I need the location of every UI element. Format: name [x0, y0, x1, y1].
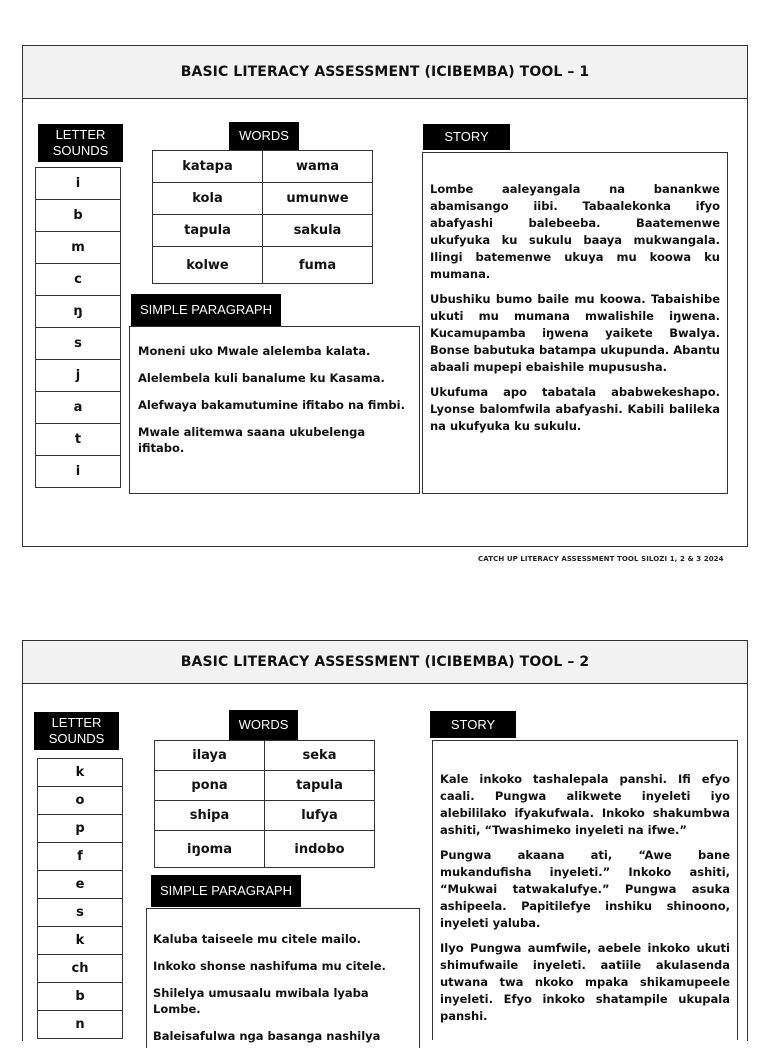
table-row [153, 215, 373, 247]
table-row [38, 899, 123, 927]
story-paragraph: Lombe aaleyangala na banankwe abamisango iibi. Tabaalekonka ifyo abafyashi balebeeba. Baatemenwe ukufyuka ku sukulu baaya mukwangala. Ilingi batemenwe ukuya mu koowa ku mumana. [430, 182, 720, 281]
letter-sound-cell: i [36, 456, 121, 488]
letter-sound-cell: b [38, 983, 123, 1011]
story-box [432, 740, 738, 1040]
letter-sound-cell: i [36, 168, 121, 200]
word-cell: tapula [153, 215, 263, 247]
letter-sound-cell: ch [38, 955, 123, 983]
word-cell: kolwe [153, 247, 263, 284]
paragraph-line: Alefwaya bakamutumine ifitabo na fimbi. [138, 398, 405, 412]
letter-sound-cell: s [38, 899, 123, 927]
table-row [153, 247, 373, 284]
letter-sound-cell: p [38, 815, 123, 843]
table-row [36, 456, 121, 488]
table-row [38, 955, 123, 983]
table-row [38, 815, 123, 843]
letter-sounds-table [35, 167, 121, 488]
letter-sounds-table [37, 758, 123, 1039]
word-cell: pona [155, 771, 265, 801]
paragraph-line: Alelembela kuli banalume ku Kasama. [138, 371, 385, 385]
word-cell: indobo [265, 831, 375, 868]
table-row [36, 168, 121, 200]
table-row [38, 871, 123, 899]
table-row [36, 200, 121, 232]
letter-sound-cell: c [36, 264, 121, 296]
table-row [153, 183, 373, 215]
page-title: BASIC LITERACY ASSESSMENT (ICIBEMBA) TOOL – 2 [23, 641, 747, 684]
word-cell: lufya [265, 801, 375, 831]
table-row [155, 741, 375, 771]
letter-sounds-label: LETTER SOUNDS [38, 124, 123, 162]
paragraph-line: Kaluba taiseele mu citele mailo. [153, 932, 362, 946]
letter-sound-cell: a [36, 392, 121, 424]
paragraph-line: Shilelya umusaalu mwibala lyaba Lombe. [153, 986, 369, 1016]
word-cell: shipa [155, 801, 265, 831]
story-paragraph: Ukufuma apo tabatala ababwekeshapo. Lyonse balomfwila abafyashi. Kabili balileka na ukufyuka ku sukulu. [430, 385, 720, 433]
word-cell: umunwe [263, 183, 373, 215]
letter-sound-cell: f [38, 843, 123, 871]
simple-paragraph-label: SIMPLE PARAGRAPH [131, 294, 281, 326]
letter-sound-cell: b [36, 200, 121, 232]
letter-sound-cell: ŋ [36, 296, 121, 328]
letter-sound-cell: e [38, 871, 123, 899]
paragraph-line: Inkoko shonse nashifuma mu citele. [153, 959, 386, 973]
table-row [38, 1011, 123, 1039]
word-cell: sakula [263, 215, 373, 247]
word-cell: ilaya [155, 741, 265, 771]
word-cell: wama [263, 151, 373, 183]
letter-sound-cell: k [38, 927, 123, 955]
word-cell: kola [153, 183, 263, 215]
table-row [38, 843, 123, 871]
words-label: WORDS [229, 122, 299, 150]
assessment-page-tool-1 [22, 45, 748, 547]
story-label: STORY [423, 124, 510, 150]
table-row [36, 392, 121, 424]
letter-sound-cell: o [38, 787, 123, 815]
table-row [36, 328, 121, 360]
table-row [38, 787, 123, 815]
table-row [36, 264, 121, 296]
paragraph-line: Baleisafulwa nga basanga nashilya [153, 1029, 381, 1043]
assessment-page-tool-2 [22, 640, 748, 1041]
word-cell: fuma [263, 247, 373, 284]
simple-paragraph-box [129, 326, 420, 494]
word-cell: seka [265, 741, 375, 771]
word-cell: tapula [265, 771, 375, 801]
table-row [36, 360, 121, 392]
letter-sound-cell: k [38, 759, 123, 787]
letter-sound-cell: s [36, 328, 121, 360]
words-table [152, 150, 373, 284]
table-row [38, 759, 123, 787]
table-row [155, 771, 375, 801]
story-label: STORY [430, 711, 516, 738]
simple-paragraph-box [146, 908, 420, 1048]
story-paragraph: Ubushiku bumo baile mu koowa. Tabaishibe ukuti mu mumana mwalishile iŋwena. Kucamupamba iŋwena yaikete Bwalya. Bonse babutuka batampa ukupunda. Abantu abaali mupepi ebaishile mupususha. [430, 292, 720, 374]
letter-sound-cell: n [38, 1011, 123, 1039]
table-row [38, 983, 123, 1011]
paragraph-line: Mwale alitemwa saana ukubelenga ifitabo. [138, 425, 366, 455]
paragraph-line: Moneni uko Mwale alelemba kalata. [138, 344, 371, 358]
story-paragraph: Kale inkoko tashalepala panshi. Ifi efyo caali. Pungwa alikwete inyeleti iyo alebililako ifyakufwala. Inkoko shakumbwa ashiti, “Twashimeko inyeleti na ifwe.” [440, 772, 730, 837]
letter-sound-cell: j [36, 360, 121, 392]
word-cell: iŋoma [155, 831, 265, 868]
letter-sound-cell: t [36, 424, 121, 456]
letter-sound-cell: m [36, 232, 121, 264]
word-cell: katapa [153, 151, 263, 183]
story-box [422, 152, 728, 494]
words-label: WORDS [229, 710, 298, 740]
table-row [36, 232, 121, 264]
story-paragraph: Ilyo Pungwa aumfwile, aebele inkoko ukuti shimufwaile inyeleti. aatiile akulasenda utwana twa nkoko mpaka shikamupeele inyeleti. Efyo inkoko shatampile ukupala panshi. [440, 941, 730, 1023]
table-row [36, 424, 121, 456]
table-row [153, 151, 373, 183]
table-row [38, 927, 123, 955]
story-paragraph: Pungwa akaana ati, “Awe bane mukandufisha inyeleti.” Inkoko ashiti, “Mukwai tatwakalufye.” Pungwa asuka ashipeela. Papitilefye inshiku shinoono, inyeleti yaluba. [440, 848, 730, 930]
table-row [155, 831, 375, 868]
table-row [155, 801, 375, 831]
simple-paragraph-label: SIMPLE PARAGRAPH [151, 875, 301, 907]
table-row [36, 296, 121, 328]
page-footer: CATCH UP LITERACY ASSESSMENT TOOL SILOZI 1, 2 & 3 2024 [478, 555, 724, 563]
letter-sounds-label: LETTER SOUNDS [34, 712, 119, 750]
words-table [154, 740, 375, 868]
page-title: BASIC LITERACY ASSESSMENT (ICIBEMBA) TOOL – 1 [23, 46, 747, 99]
